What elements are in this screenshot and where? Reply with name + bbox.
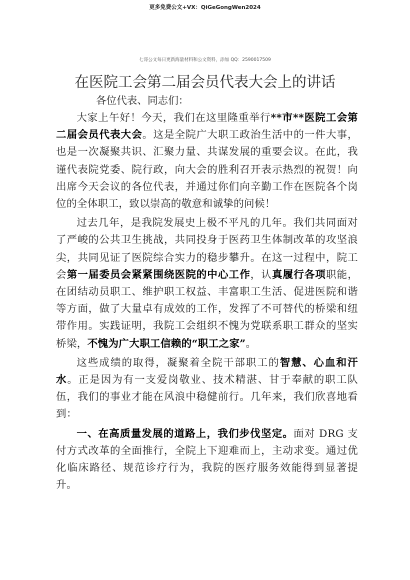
- para3-bold-wisdom: 智慧、心血和汗水: [56, 356, 358, 387]
- para2-text-2: ，认: [250, 268, 272, 281]
- watermark-sub: 七哥公文每日更新海量材料和公文资料，添加 QQ：2590017509: [139, 58, 271, 63]
- para3-text: 这些成绩的取得，凝聚着全院干部职工的: [76, 356, 280, 369]
- para3-text-2: 。正是因为有一支爱岗敬业、技术精湛、甘于奉献的职工队伍，我们的事业才能在风浪中稳健前行。几年来，我们欣喜地看到：: [56, 374, 358, 421]
- paragraph-section-one: [56, 426, 358, 495]
- paragraph-opening: [56, 110, 358, 213]
- para2-bold-home: 不愧为广大职工信赖的“职工之家”: [87, 337, 246, 350]
- para2-text: 过去几年，是我院发展史上极不平凡的几年。我们共同面对了严峻的公共卫生挑战，共同投身于医药卫生体制改革的攻坚浪尖，共同见证了医院综合实力的稳步攀升。在这一过程中，院工会: [56, 217, 358, 281]
- para4-text: 面对 DRG 支付方式改革的全面推行，全院上下迎难而上，主动求变。通过优化临床路径、规范诊疗行为，我院的医疗服务效能得到显著提升。: [56, 427, 359, 492]
- watermark-top: 更多免费公文+VX：QiGeGongWen2024: [149, 5, 261, 11]
- para1-text-rest: 。这是全院广大职工政治生活中的一件大事，也是一次凝聚共识、汇聚力量、共谋发展的重要会议。在此，我谨代表院党委、院行政，向大会的胜利召开表示热烈的祝贺！向出席今天会议的各位代表，并通过你们向辛勤工作在医院各个岗位的全体职工，致以崇高的敬意和诚挚的问候！: [56, 129, 359, 211]
- para2-text-4: 。: [245, 337, 257, 350]
- document-title: 在医院工会第二届会员代表大会上的讲话: [74, 75, 336, 91]
- paragraph-past-years: [56, 215, 358, 353]
- para1-bold-hospital: **市**医院工会第: [270, 112, 358, 124]
- para1-text: 大家上午好！今天，我们在这里隆重举行: [76, 112, 271, 124]
- speech-body: [56, 110, 358, 494]
- para2-bold-committee: 第一届委员会紧紧围绕医院的中心工作: [66, 268, 251, 281]
- section-one-heading: 一、在高质量发展的道路上，我们步伐坚定。: [76, 427, 294, 440]
- paragraph-achievements: [56, 355, 358, 424]
- salutation: 各位代表、同志们：: [96, 95, 189, 107]
- para2-text-3: 职能，在团结动员职工、维护职工权益、丰富职工生活、促进医院和谐等方面，做了大量卓有成效的工作，发挥了不可替代的桥梁和纽带作用。实践证明，我院工会组织不愧为党联系职工群众的坚实桥梁，: [56, 268, 359, 350]
- para2-bold-duties: 真履行各项: [271, 268, 326, 281]
- para1-bold-congress: 二届会员代表大会: [56, 129, 143, 142]
